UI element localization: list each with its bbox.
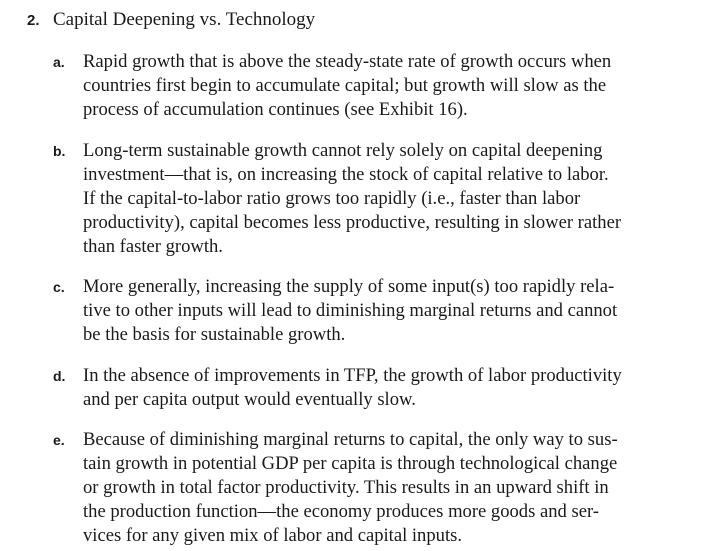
list-marker: e.: [53, 432, 65, 448]
list-item-text: More generally, increasing the supply of some input(s) too rapidly rela- tive to other inputs will lead to diminishing marginal returns and cannot be the basis for sustainable growth.: [83, 276, 618, 345]
list-item-text: Because of diminishing marginal returns to capital, the only way to sus- tain growth in potential GDP per capita is through technological change or growth in total factor productivity. This results in an upward shift in the production function—the economy produces more goods and ser- vices for any given mix of labor and capital inputs.: [83, 429, 618, 546]
list-marker: b.: [53, 143, 66, 159]
section-title: Capital Deepening vs. Technology: [53, 9, 316, 30]
list-item-text: Long-term sustainable growth cannot rely solely on capital deepening investment—that is, on increasing the stock of capital relative to labor. If the capital-to-labor ratio grows too rapidly (i.e., faster than labor productivity), capital becomes less productive, resulting in slower rather than faster growth.: [83, 140, 622, 257]
section-number: 2.: [27, 12, 40, 29]
list-marker: a.: [53, 54, 65, 70]
list-item-a: [53, 50, 703, 122]
list-item-text: In the absence of improvements in TFP, the growth of labor productivity and per capita output would eventually slow.: [83, 365, 622, 410]
list-item-b: [53, 139, 703, 259]
list-marker: d.: [53, 368, 66, 384]
list-item-text: Rapid growth that is above the steady-state rate of growth occurs when countries first begin to accumulate capital; but growth will slow as the process of accumulation continues (see Exhibit 16).: [83, 51, 612, 120]
list-marker: c.: [53, 279, 65, 295]
list-item-e: [53, 428, 703, 548]
list-item-c: [53, 275, 703, 347]
list-item-d: [53, 364, 703, 412]
section-heading: [27, 8, 315, 33]
